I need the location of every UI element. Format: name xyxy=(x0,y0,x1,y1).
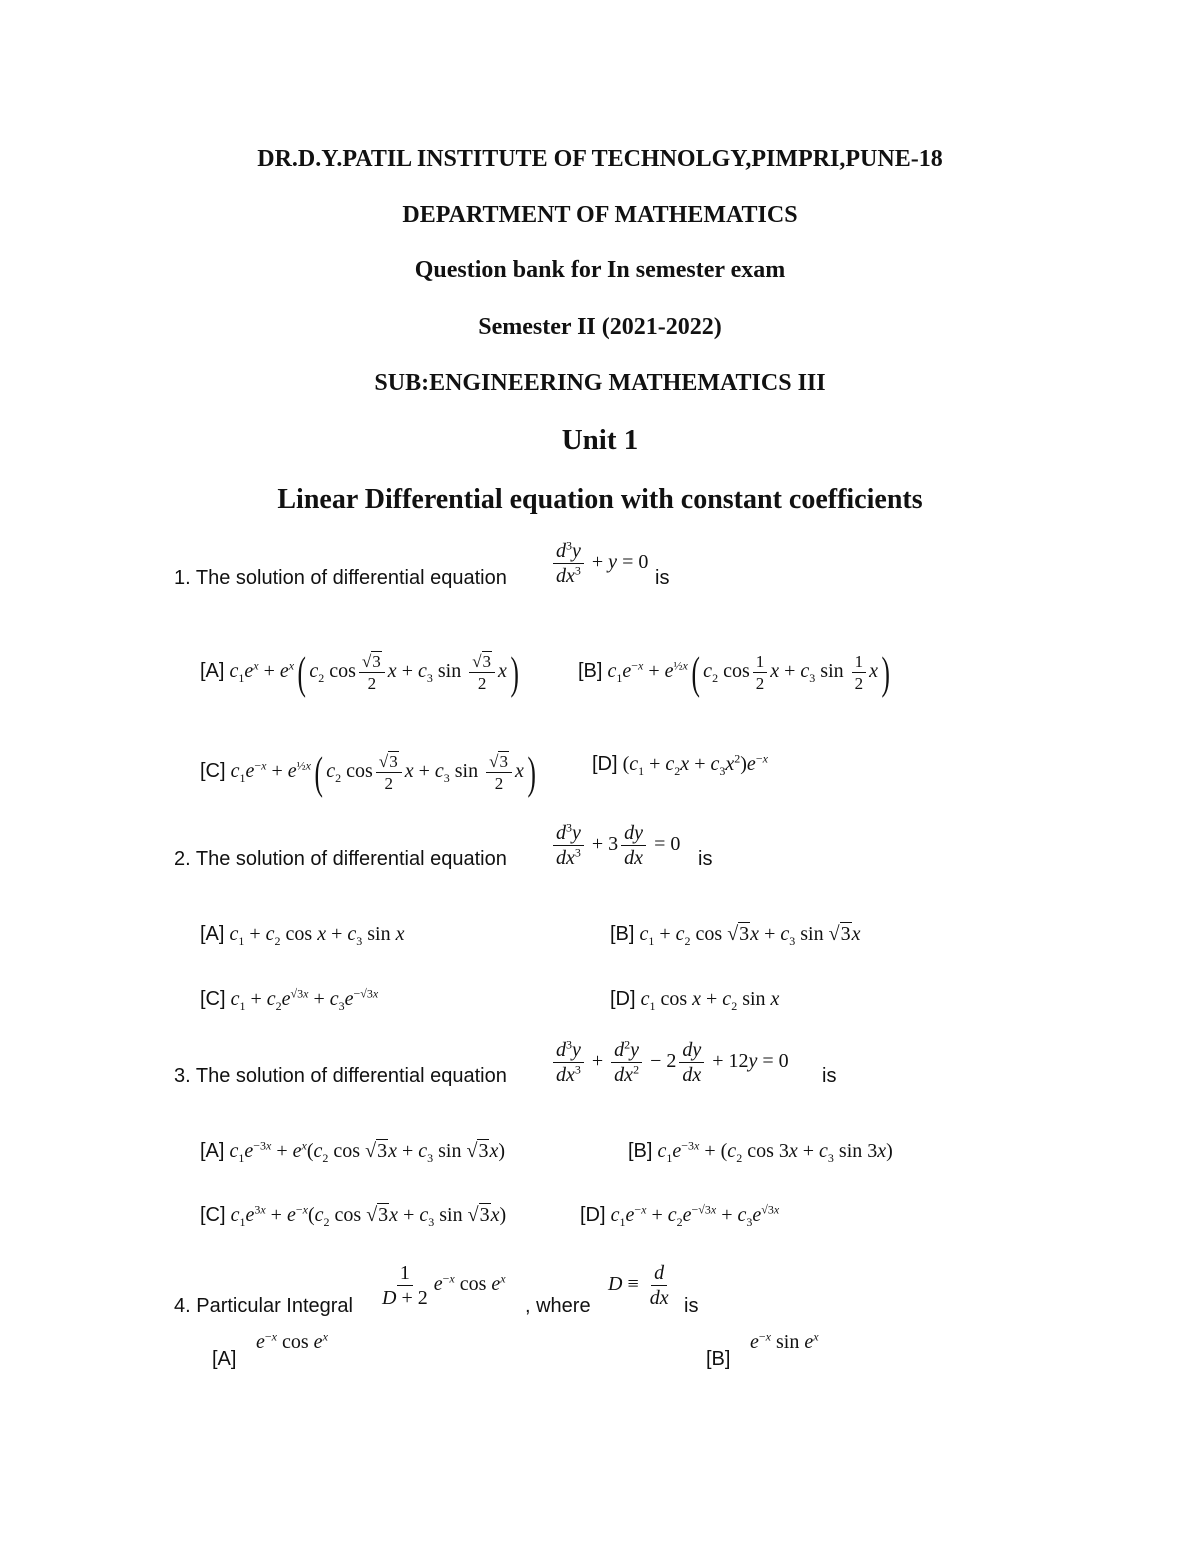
q4-option-a: $e^{-x}$ $\cos e^x$ xyxy=(256,1329,328,1353)
question-2-text xyxy=(174,847,507,871)
option-label: [B] xyxy=(578,660,603,683)
q2-option-a: [A] $c_1 + c_2$ $\cos x + c_3$ sin x xyxy=(200,923,405,948)
option-label: [C] xyxy=(200,760,226,783)
institute-name: DR.D.Y.PATIL INSTITUTE OF TECHNOLGY,PIMPRI,PUNE-18 xyxy=(257,146,943,172)
question-number: 4. xyxy=(174,1295,191,1317)
question-number: 2. xyxy=(174,848,191,870)
q1-option-a: [A] $c_1e^x + e^x$( $c_2$ cos $\frac{√3}{2}$ $x + c_3$ sin $\frac{√3}{2}$ x) xyxy=(200,646,519,698)
question-number: 1. xyxy=(174,567,191,589)
question-stem: The solution of differential equation xyxy=(195,1065,507,1087)
q4-option-b-label: [B] xyxy=(706,1348,731,1370)
q3-option-b: [B] $c_1e^{-3x} + (c_2$ $\cos 3x + c_3$ sin 3x) xyxy=(628,1138,893,1165)
q3-option-a: [A] $c_1e^{-3x} + e^x(c_2$ $\cos √3x + c_3$ sin √3x) xyxy=(200,1138,506,1165)
q2-option-c: [C] $c_1 + c_2e^{√3x} + c_3e^{-√3x}$ xyxy=(200,986,379,1013)
q1-option-c: [C] $c_1e^{-x} + e^{\frac{1}{2}x}$( $c_2$ cos $\frac{√3}{2}$ $x + c_3$ sin $\frac{√3}{2}$ x) xyxy=(200,746,536,798)
q4-tail: is xyxy=(684,1295,699,1317)
q1-option-d: [D] $(c_1 + c_2x + c_3x^2)e^{-x}$ xyxy=(592,751,768,778)
question-3-text xyxy=(174,1064,507,1088)
q2-option-b: [B] $c_1 + c_2$ $\cos √3x + c_3$ sin √3x xyxy=(610,923,861,948)
option-label: [A] xyxy=(200,923,225,945)
option-label: [A] xyxy=(200,660,225,683)
q1-tail: is xyxy=(655,567,670,589)
option-label: [B] xyxy=(610,923,635,945)
q2-option-d: [D] $c_1$ $\cos x + c_2$ sin x xyxy=(610,988,780,1013)
q1-option-b: [B] $c_1e^{-x} + e^{\frac{1}{2}x}$( $c_2$ cos $\frac{1}{2}$ $x + c_3$ sin $\frac{1}{2}$ x) xyxy=(578,646,890,698)
q1-equation: $\frac{d^3y}{dx^3}$ + y = 0 xyxy=(550,540,648,587)
question-stem: Particular Integral xyxy=(196,1295,353,1317)
topic-title: Linear Differential equation with constant coefficients xyxy=(277,484,923,515)
semester-line: Semester II (2021-2022) xyxy=(478,314,722,340)
q3-option-c: [C] $c_1e^{3x} + e^{-x}(c_2$ $\cos √3x + c_3$ sin √3x) xyxy=(200,1202,507,1229)
question-number: 3. xyxy=(174,1065,191,1087)
option-label: [D] xyxy=(580,1204,606,1226)
option-label: [A] xyxy=(200,1140,225,1162)
q4-option-b: $e^{-x}$ $\sin e^x$ xyxy=(750,1329,819,1353)
document-title: Question bank for In semester exam xyxy=(414,257,786,283)
question-stem: The solution of differential equation xyxy=(195,848,507,870)
q4-where: , where xyxy=(525,1295,591,1317)
unit-title: Unit 1 xyxy=(561,424,639,456)
option-label: [C] xyxy=(200,1204,226,1226)
option-label: [D] xyxy=(592,753,618,775)
question-1-text xyxy=(174,566,507,590)
q4-option-a-label: [A] xyxy=(212,1348,237,1370)
q3-tail: is xyxy=(822,1065,837,1087)
q3-equation: $\frac{d^3y}{dx^3}$ + $\frac{d^2y}{dx^2}$ − 2 $\frac{dy}{dx}$ + 12y = 0 xyxy=(550,1039,789,1086)
q4-operator-definition: D ≡ $\frac{d}{dx}$ xyxy=(608,1262,669,1309)
department-name: DEPARTMENT OF MATHEMATICS xyxy=(402,202,798,228)
question-4-text xyxy=(174,1294,353,1318)
q4-expression: $\frac{1}{D + 2}$ $e^{-x}$ $\cos e^x$ xyxy=(382,1262,506,1309)
q3-option-d: [D] $c_1e^{-x} + c_2e^{-√3x} + c_3e^{√3x}$ xyxy=(580,1202,780,1229)
option-label: [C] xyxy=(200,988,226,1010)
option-label: [D] xyxy=(610,988,636,1010)
q2-equation: $\frac{d^3y}{dx^3}$ + 3 $\frac{dy}{dx}$ = 0 xyxy=(550,822,680,869)
subject-line: SUB:ENGINEERING MATHEMATICS III xyxy=(374,370,826,396)
question-stem: The solution of differential equation xyxy=(195,567,507,589)
option-label: [B] xyxy=(628,1140,653,1162)
q2-tail: is xyxy=(698,848,713,870)
